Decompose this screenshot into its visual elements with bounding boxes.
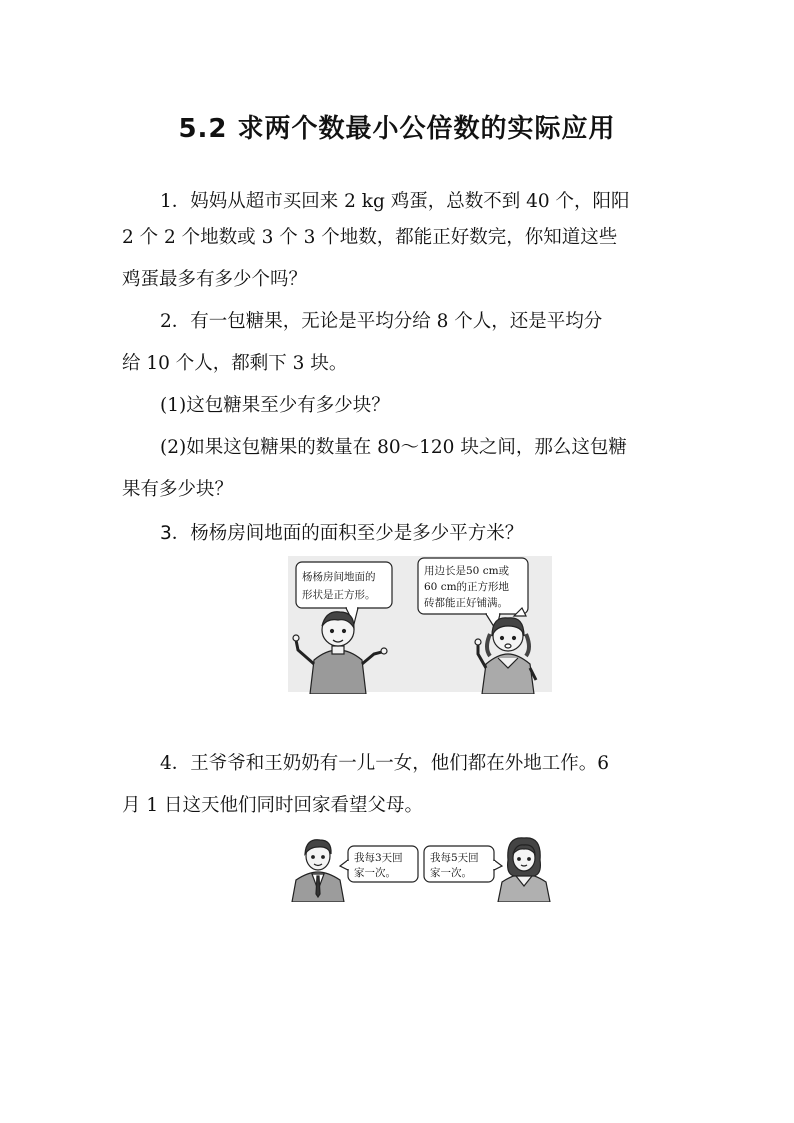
man-bubble-line2: 家一次。 [354, 867, 396, 879]
q3-text: 3．杨杨房间地面的面积至少是多少平方米？ [160, 523, 524, 544]
man-bubble-line1: 我每3天回 [354, 852, 403, 864]
girl-bubble-line1: 用边长是50 cm或 [424, 565, 510, 577]
q1-line2: 2 个 2 个地数或 3 个 3 个地数，都能正好数完，你知道这些 [122, 227, 618, 248]
q2-sub2-line2: 果有多少块？ [122, 479, 234, 500]
q2-line2: 给 10 个人，都剩下 3 块。 [122, 353, 348, 374]
woman-speech-bubble [424, 846, 502, 882]
q4-illustration [290, 830, 552, 902]
man-figure [292, 840, 344, 902]
q1-line3: 鸡蛋最多有多少个吗？ [122, 269, 308, 290]
man-speech-bubble [340, 846, 418, 882]
boy-bubble-line2: 形状是正方形。 [302, 589, 376, 601]
woman-figure [498, 838, 550, 902]
q1-line1: 1．妈妈从超市买回来 2 kg 鸡蛋，总数不到 40 个，阳阳 [160, 191, 630, 212]
boy-bubble-line1: 杨杨房间地面的 [302, 571, 376, 583]
q4-line2: 月 1 日这天他们同时回家看望父母。 [122, 795, 424, 816]
woman-bubble-line2: 家一次。 [430, 867, 472, 879]
page-title: 5.2 求两个数最小公倍数的实际应用 [178, 114, 616, 144]
q4-line1: 4．王爷爷和王奶奶有一儿一女，他们都在外地工作。6 [160, 753, 610, 774]
q3-illustration [286, 554, 554, 694]
q2-sub2-line1: (2)如果这包糖果的数量在 80～120 块之间，那么这包糖 [160, 437, 627, 458]
girl-bubble-line2: 60 cm的正方形地 [424, 581, 510, 593]
girl-bubble-line3: 砖都能正好铺满。 [424, 597, 508, 609]
woman-bubble-line1: 我每5天回 [430, 852, 479, 864]
q2-line1: 2．有一包糖果，无论是平均分给 8 个人，还是平均分 [160, 311, 603, 332]
q2-sub1: (1)这包糖果至少有多少块？ [160, 395, 390, 416]
